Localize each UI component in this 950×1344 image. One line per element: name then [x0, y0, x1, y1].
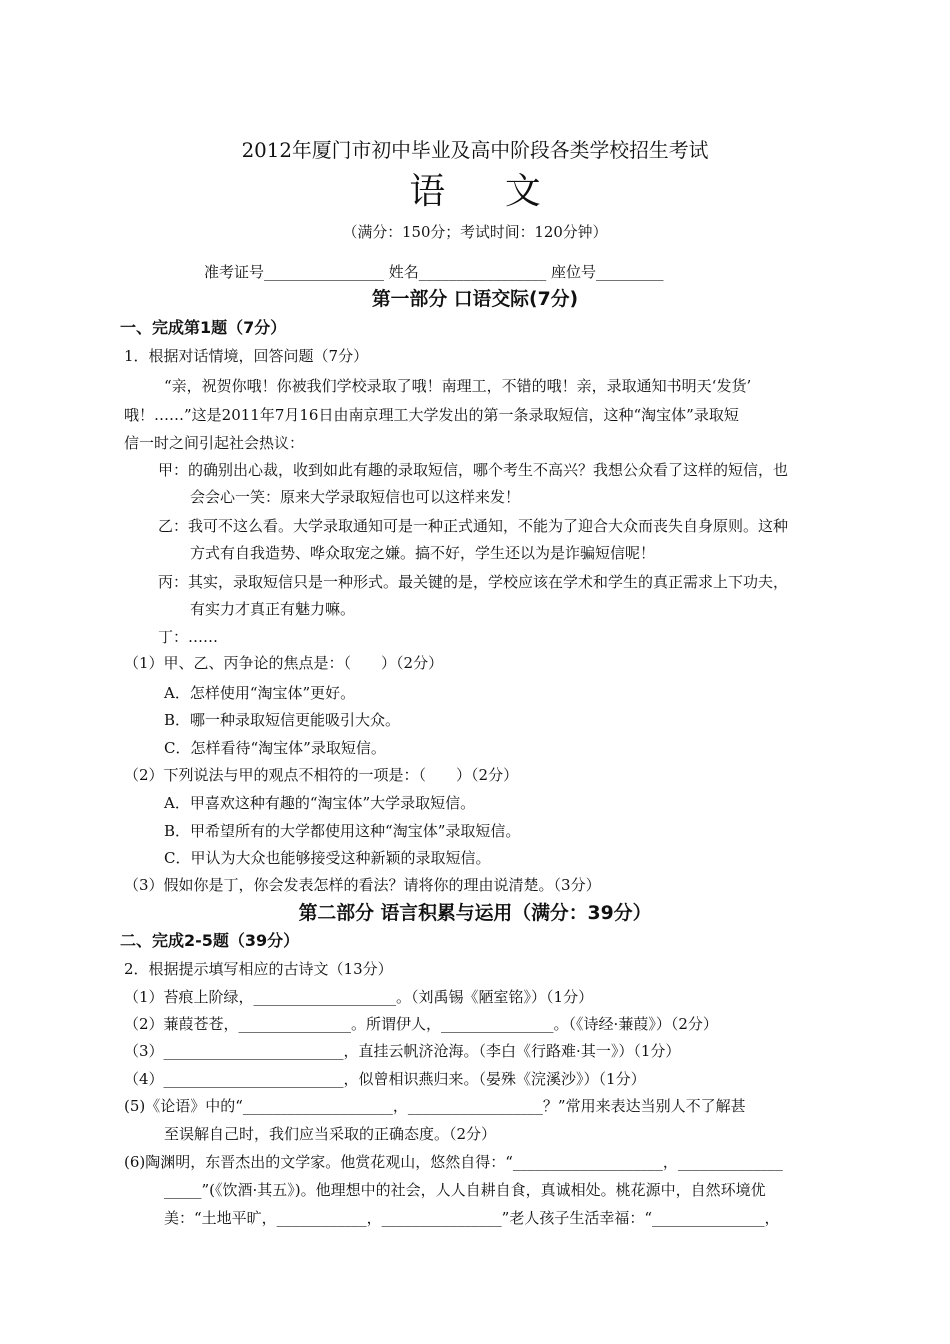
- part1-title: 第一部分 口语交际(7分): [371, 289, 579, 310]
- q1-stem: 1．根据对话情境，回答问题（7分）: [124, 347, 369, 365]
- part2-title: 第二部分 语言积累与运用（满分：39分）: [298, 903, 652, 924]
- poem-fill-line: （2）蒹葭苍苍，_______________。所谓伊人，_______________。（《诗经·蒹葭》）（2分）: [124, 1015, 718, 1033]
- q1-sub1-option: A．怎样使用“淘宝体”更好。: [164, 684, 356, 702]
- dialogue-line: 丙：其实，录取短信只是一种形式。最关键的是，学校应该在学术和学生的真正需求上下功夫，: [158, 573, 789, 591]
- dialogue-line: 有实力才真正有魅力嘛。: [190, 600, 356, 618]
- poem-fill-line: 美：“土地平旷，____________，________________”老人孩子生活幸福：“_______________，: [164, 1209, 780, 1227]
- q1-sub1-option: B．哪一种录取短信更能吸引大众。: [164, 711, 401, 729]
- passage-line: “亲，祝贺你哦！你被我们学校录取了哦！南理工，不错的哦！亲，录取通知书明天‘发货’: [164, 377, 752, 395]
- dialogue-line: 丁：……: [158, 628, 219, 646]
- q1-sub2-option: A．甲喜欢这种有趣的“淘宝体”大学录取短信。: [164, 794, 476, 812]
- poem-fill-line: （4）________________________，似曾相识燕归来。（晏殊《浣溪沙》）（1分）: [124, 1070, 646, 1088]
- passage-line: 哦！……”这是2011年7月16日由南京理工大学发出的第一条录取短信，这种“淘宝体”录取短: [124, 406, 739, 424]
- dialogue-line: 甲：的确别出心裁，收到如此有趣的录取短信，哪个考生不高兴？我想公众看了这样的短信，也: [158, 461, 789, 479]
- score-info: （满分：150分；考试时间：120分钟）: [342, 223, 608, 241]
- q1-sub1-option: C．怎样看待“淘宝体”录取短信。: [164, 739, 386, 757]
- subject-title: 语文: [409, 171, 601, 212]
- q1-sub3: （3）假如你是丁，你会发表怎样的看法？请将你的理由说清楚。（3分）: [124, 876, 601, 894]
- poem-fill-line: （3）________________________，直挂云帆济沧海。（李白《行路难·其一》）（1分）: [124, 1042, 681, 1060]
- q1-sub2-option: B．甲希望所有的大学都使用这种“淘宝体”录取短信。: [164, 822, 521, 840]
- exam-title: 2012年厦门市初中毕业及高中阶段各类学校招生考试: [241, 139, 709, 162]
- part2-section-heading: 二、完成2-5题（39分）: [120, 931, 300, 950]
- poem-fill-line: _____”(《饮酒·其五》)。他理想中的社会，人人自耕自食，真诚相处。桃花源中，自然环境优: [164, 1181, 766, 1199]
- poem-fill-line: （1）苔痕上阶绿，___________________。（刘禹锡《陋室铭》）（1分）: [124, 988, 594, 1006]
- poem-fill-line: (6)陶渊明，东晋杰出的文学家。他赏花观山，悠然自得：“____________________，______________: [124, 1153, 783, 1171]
- q1-sub2-option: C．甲认为大众也能够接受这种新颖的录取短信。: [164, 849, 491, 867]
- dialogue-line: 会会心一笑：原来大学录取短信也可以这样来发！: [190, 488, 521, 506]
- dialogue-line: 乙：我可不这么看。大学录取通知可是一种正式通知，不能为了迎合大众而丧失自身原则。这种: [158, 517, 789, 535]
- poem-fill-line: (5)《论语》中的“____________________，__________________？”常用来表达当别人不了解甚: [124, 1097, 746, 1115]
- part1-section-heading: 一、完成第1题（7分）: [120, 318, 287, 337]
- passage-line: 信一时之间引起社会热议：: [124, 434, 305, 452]
- q1-sub1: （1）甲、乙、丙争论的焦点是：（ ）（2分）: [124, 654, 444, 672]
- dialogue-line: 方式有自我造势、哗众取宠之嫌。搞不好，学生还以为是诈骗短信呢！: [190, 544, 656, 562]
- q2-stem: 2．根据提示填写相应的古诗文（13分）: [124, 960, 393, 978]
- poem-fill-line: 至误解自己时，我们应当采取的正确态度。（2分）: [164, 1125, 497, 1143]
- candidate-info-line: 准考证号________________ 姓名_________________ 座位号_________: [204, 263, 664, 281]
- q1-sub2: （2）下列说法与甲的观点不相符的一项是：（ ）（2分）: [124, 766, 519, 784]
